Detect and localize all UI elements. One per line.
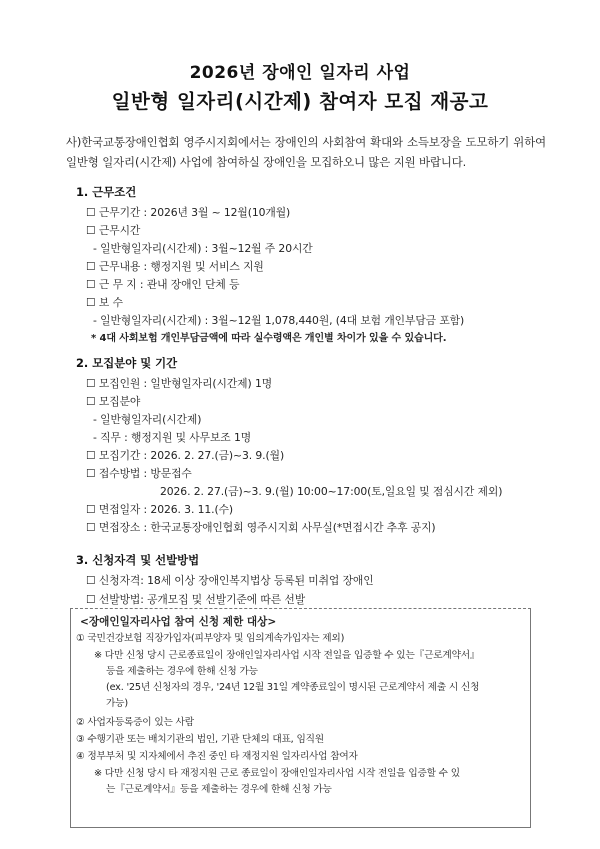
recruit-period: ☐ 모집기간 : 2026. 2. 27.(금)~3. 9.(월): [86, 449, 285, 462]
recruit-field-detail-1: - 일반형일자리(시간제): [93, 413, 202, 426]
restriction-item-4-note-2: 는『근로계약서』등을 제출하는 경우에 한해 신청 가능: [106, 784, 332, 795]
restriction-item-4: ④ 정부부처 및 지자체에서 추진 중인 타 재정지원 일자리사업 참여자: [76, 751, 358, 762]
section-3-heading: 3. 신청자격 및 선발방법: [76, 553, 200, 567]
section-1-heading: 1. 근무조건: [76, 185, 137, 199]
apply-time: 2026. 2. 27.(금)~3. 9.(월) 10:00~17:00(토,일요일 및 점심시간 제외): [160, 485, 503, 498]
restriction-item-1-note-3: (ex. '25년 신청자의 경우, '24년 12월 31일 계약종료일이 명시된 근로계약서 제출 시 신청: [106, 682, 480, 693]
pay-detail: - 일반형일자리(시간제) : 3월~12월 1,078,440원, (4대 보험 개인부담금 포함): [93, 314, 465, 327]
section-2-heading: 2. 모집분야 및 기간: [76, 356, 178, 370]
restriction-item-4-note-1: ※ 다만 신청 당시 타 재정지원 근로 종료일이 장애인일자리사업 시작 전일을 입증할 수 있: [94, 768, 460, 779]
pay-label: ☐ 보 수: [86, 296, 123, 309]
work-place: ☐ 근 무 지 : 관내 장애인 단체 등: [86, 278, 240, 291]
intro-paragraph: 사)한국교통장애인협회 영주시지회에서는 장애인의 사회참여 확대와 소득보장을 도모하기 위하여 일반형 일자리(시간제) 사업에 참여하실 장애인을 모집하오니 많은 지원 바랍니다.: [66, 135, 546, 169]
selection-method: ☐ 선발방법: 공개모집 및 선발기준에 따른 선발: [86, 593, 306, 606]
work-duty: ☐ 근무내용 : 행정지원 및 서비스 지원: [86, 260, 264, 273]
interview-place: ☐ 면접장소 : 한국교통장애인협회 영주시지회 사무실(*면접시간 추후 공지): [86, 521, 436, 534]
work-hours-detail: - 일반형일자리(시간제) : 3월~12월 주 20시간: [93, 242, 313, 255]
eligibility: ☐ 신청자격: 18세 이상 장애인복지법상 등록된 미취업 장애인: [86, 574, 374, 587]
restriction-item-3: ③ 수행기관 또는 배치기관의 법인, 기관 단체의 대표, 임직원: [76, 734, 324, 745]
title-line-1: 2026년 장애인 일자리 사업: [189, 63, 411, 83]
restriction-item-1-note-2: 등을 제출하는 경우에 한해 신청 가능: [106, 666, 258, 677]
recruit-field-detail-2: - 직무 : 행정지원 및 사무보조 1명: [93, 431, 252, 444]
restriction-item-1: ① 국민건강보험 직장가입자(피부양자 및 임의계속가입자는 제외): [76, 633, 345, 644]
restriction-item-1-note-1: ※ 다만 신청 당시 근로종료일이 장애인일자리사업 시작 전일을 입증할 수 있는『근로계약서』: [94, 650, 480, 661]
title-line-2: 일반형 일자리(시간제) 참여자 모집 재공고: [111, 90, 489, 113]
restriction-item-1-note-4: 가능): [106, 698, 128, 709]
apply-method: ☐ 접수방법 : 방문접수: [86, 467, 192, 480]
work-hours-label: ☐ 근무시간: [86, 224, 141, 237]
restriction-item-2: ② 사업자등록증이 있는 사람: [76, 717, 194, 728]
interview-date: ☐ 면접일자 : 2026. 3. 11.(수): [86, 503, 234, 516]
recruit-headcount: ☐ 모집인원 : 일반형일자리(시간제) 1명: [86, 377, 273, 390]
recruit-field-label: ☐ 모집분야: [86, 395, 141, 408]
pay-note: * 4대 사회보험 개인부담금액에 따라 실수령액은 개인별 차이가 있을 수 있습니다.: [91, 333, 447, 344]
work-period: ☐ 근무기간 : 2026년 3월 ~ 12월(10개월): [86, 206, 291, 219]
restriction-box-title: <장애인일자리사업 참여 신청 제한 대상>: [80, 616, 277, 628]
